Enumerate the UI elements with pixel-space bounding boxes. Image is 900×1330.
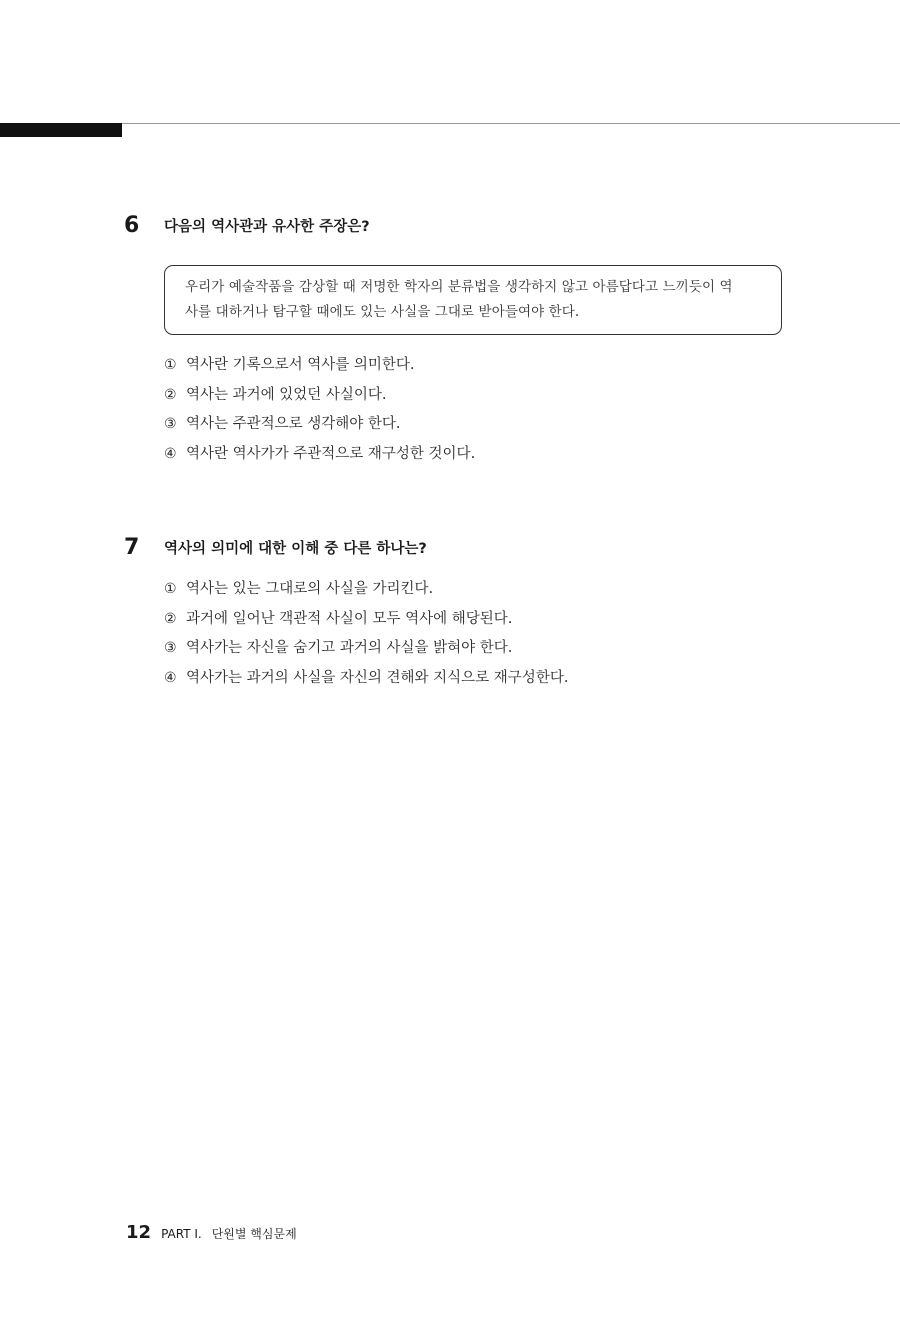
header-bar bbox=[0, 123, 122, 137]
option-text: 역사가는 자신을 숨기고 과거의 사실을 밝혀야 한다. bbox=[186, 640, 513, 656]
passage-line: 사를 대하거나 탐구할 때에도 있는 사실을 그대로 받아들여야 한다. bbox=[185, 304, 580, 320]
question-number: 6 bbox=[124, 213, 140, 238]
option-marker: ③ bbox=[164, 640, 177, 656]
option-text: 역사는 과거에 있었던 사실이다. bbox=[186, 386, 387, 403]
option-marker: ① bbox=[164, 581, 177, 597]
option-text: 역사는 주관적으로 생각해야 한다. bbox=[186, 416, 401, 432]
option-text: 역사란 기록으로서 역사를 의미한다. bbox=[186, 357, 415, 373]
chapter-title: 단원별 핵심문제 bbox=[211, 1227, 297, 1241]
option-list bbox=[164, 575, 568, 693]
option-4[interactable] bbox=[164, 664, 568, 694]
option-3[interactable] bbox=[164, 410, 475, 440]
question-number: 7 bbox=[124, 535, 140, 560]
option-marker: ④ bbox=[164, 445, 177, 462]
option-text: 역사는 있는 그대로의 사실을 가리킨다. bbox=[186, 581, 434, 597]
option-4[interactable] bbox=[164, 440, 475, 470]
option-marker: ④ bbox=[164, 669, 177, 686]
option-marker: ① bbox=[164, 357, 177, 373]
option-text: 과거에 일어난 객관적 사실이 모두 역사에 해당된다. bbox=[186, 610, 513, 627]
option-1[interactable] bbox=[164, 575, 568, 605]
passage-line: 우리가 예술작품을 감상할 때 저명한 학자의 분류법을 생각하지 않고 아름답다고 느끼듯이 역 bbox=[185, 279, 733, 295]
passage-box bbox=[164, 265, 782, 335]
header-rule bbox=[0, 123, 900, 124]
page-footer bbox=[126, 1222, 297, 1243]
option-3[interactable] bbox=[164, 634, 568, 664]
question-prompt: 역사의 의미에 대한 이해 중 다른 하나는? bbox=[164, 541, 427, 557]
option-2[interactable] bbox=[164, 381, 475, 411]
option-marker: ③ bbox=[164, 416, 177, 432]
option-marker: ② bbox=[164, 386, 177, 403]
option-1[interactable] bbox=[164, 351, 475, 381]
option-list bbox=[164, 351, 475, 469]
option-2[interactable] bbox=[164, 605, 568, 635]
question-prompt: 다음의 역사관과 유사한 주장은? bbox=[164, 219, 370, 235]
option-marker: ② bbox=[164, 610, 177, 627]
option-text: 역사가는 과거의 사실을 자신의 견해와 지식으로 재구성한다. bbox=[186, 669, 569, 686]
option-text: 역사란 역사가가 주관적으로 재구성한 것이다. bbox=[186, 445, 476, 462]
page-number: 12 bbox=[126, 1222, 152, 1243]
part-label: PART Ⅰ. bbox=[161, 1227, 202, 1241]
